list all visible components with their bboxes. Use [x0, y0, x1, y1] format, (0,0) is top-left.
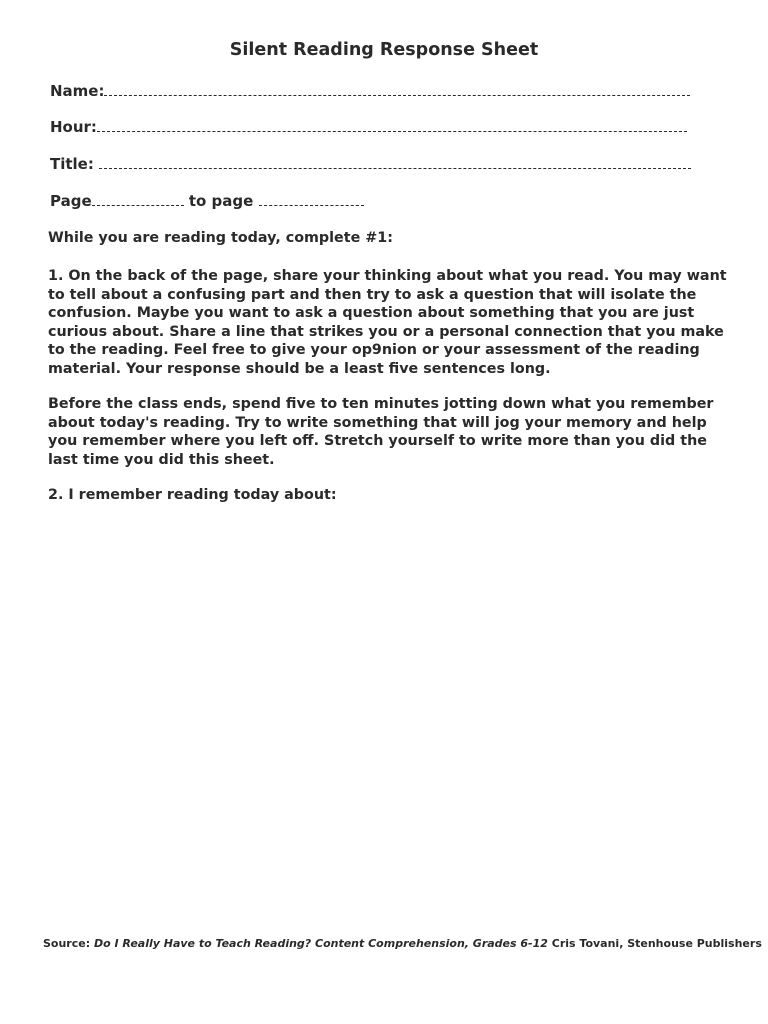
page-label: Page	[50, 192, 92, 210]
page-range-field	[50, 192, 364, 210]
page-end-blank-line[interactable]	[259, 204, 364, 206]
item-2-prompt: 2. I remember reading today about:	[48, 487, 337, 503]
page-start-blank-line[interactable]	[92, 204, 184, 206]
item-1-text: 1. On the back of the page, share your thinking about what you read. You may want to tell about a confusing part and then try to ask a question that will isolate the confusion. Maybe you want to ask a question about something that you are just curious about. Share a line that strikes you or a personal connection that you make to the reading. Feel free to give your op9nion or your assessment of the reading material. Your response should be a least five sentences long.	[48, 268, 727, 377]
reading-instruction: While you are reading today, complete #1:	[48, 230, 393, 246]
name-field	[50, 82, 690, 100]
title-field	[50, 155, 691, 173]
page-title: Silent Reading Response Sheet	[229, 40, 539, 60]
before-class-text: Before the class ends, spend five to ten minutes jotting down what you remember about today's reading. Try to write something that will jog your memory and help you remember where you left off. Stretch yourself to write more than you did the last time you did this sheet.	[48, 396, 714, 468]
title-label: Title:	[50, 155, 94, 173]
source-citation	[43, 937, 762, 950]
source-book-title: Do I Really Have to Teach Reading? Content Comprehension, Grades 6-12	[93, 937, 548, 950]
hour-field	[50, 118, 687, 136]
name-label: Name:	[50, 82, 105, 100]
source-author: Cris Tovani, Stenhouse Publishers	[551, 937, 762, 950]
hour-label: Hour:	[50, 118, 97, 136]
source-label: Source:	[43, 937, 91, 950]
to-page-label: to page	[188, 192, 254, 210]
name-blank-line[interactable]	[104, 94, 690, 96]
title-blank-line[interactable]	[99, 167, 691, 169]
hour-blank-line[interactable]	[97, 130, 687, 132]
